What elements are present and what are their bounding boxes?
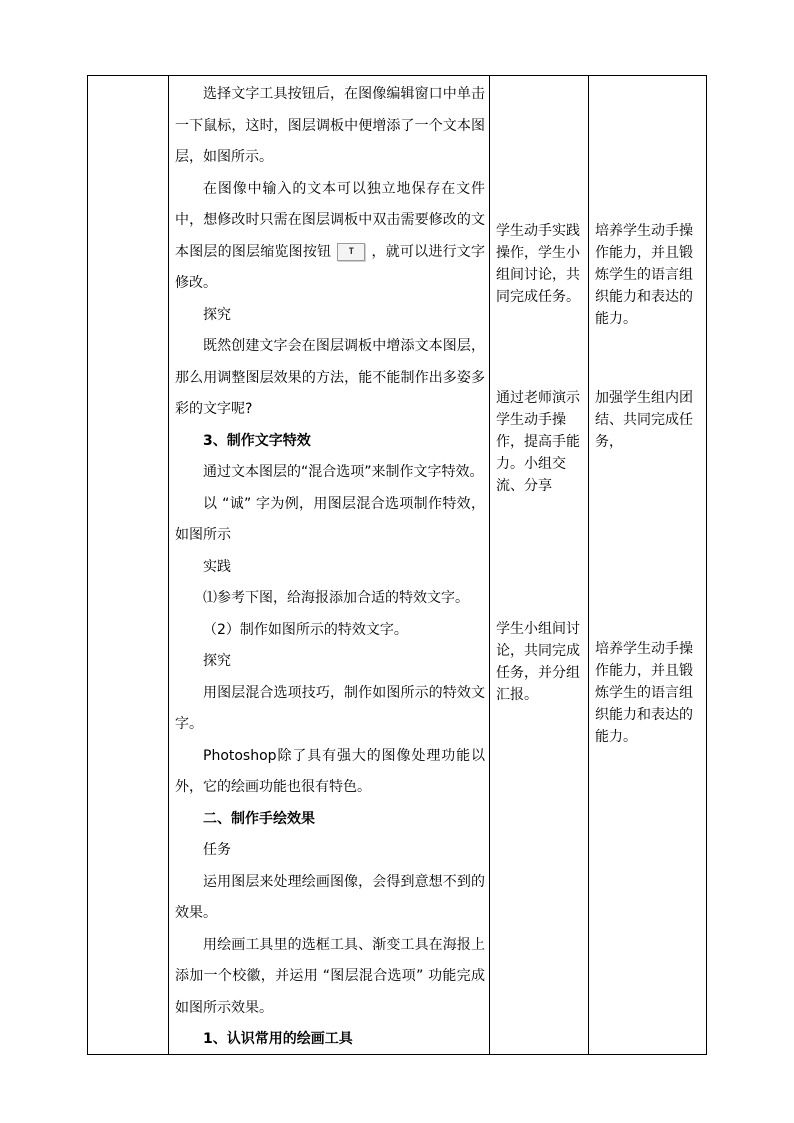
content-heading: 探究: [203, 653, 231, 669]
student-activity-text: 通过老师演示学生动手操作，提高手能力。小组交流、分享: [496, 390, 580, 494]
content-paragraph: （2）制作如图所示的特效文字。: [203, 621, 408, 638]
content-paragraph: 用绘画工具里的选框工具、渐变工具在海报上添加一个校徽，并运用 “图层混合选项” 功能完成如图所示效果。: [175, 936, 485, 1016]
content-paragraph: 运用图层来处理绘画图像，会得到意想不到的效果。: [175, 873, 485, 921]
content-paragraph: [175, 174, 485, 300]
content-paragraph: 以 “诚” 字为例，用图层混合选项制作特效，如图所示: [175, 495, 485, 543]
design-intent-text: 培养学生动手操作能力，并且锻炼学生的语言组织能力和表达的能力。: [595, 223, 693, 327]
student-activity-text: 学生动手实践操作，学生小组间讨论，共同完成任务。: [496, 223, 580, 305]
lesson-table: [87, 75, 707, 1055]
content-heading: 探究: [203, 306, 231, 323]
content-heading: 任务: [203, 842, 231, 858]
content-paragraph: Photoshop除了具有强大的图像处理功能以外，它的绘画功能也很有特色。: [175, 747, 485, 795]
section-heading: 1、认识常用的绘画工具: [203, 1031, 353, 1047]
content-paragraph: ⑴参考下图，给海报添加合适的特效文字。: [203, 590, 469, 606]
design-intent-text: 培养学生动手操作能力，并且锻炼学生的语言组织能力和表达的能力。: [595, 641, 693, 745]
content-heading: 实践: [203, 558, 231, 575]
content-text: ，就可以进行文字修改。: [175, 243, 486, 291]
content-paragraph: 通过文本图层的“混合选项”来制作文字特效。: [203, 464, 484, 480]
student-activity-text: 学生小组间讨论，共同完成任务，并分组汇报。: [496, 621, 580, 703]
content-paragraph: 选择文字工具按钮后，在图像编辑窗口中单击一下鼠标，这时，图层调板中便增添了一个文本图层，如图所示。: [175, 86, 485, 165]
section-heading: 3、制作文字特效: [203, 432, 311, 449]
design-intent-text: 加强学生组内团结、共同完成任务，: [595, 390, 693, 450]
layer-thumbnail-button-icon: [337, 243, 365, 261]
section-heading: 二、制作手绘效果: [203, 810, 315, 827]
content-text: 在图像中输入的文本可以独立地保存在文件中，想修改时只需在图层调板中双击需要修改的文本图层的图层缩览图按钮: [175, 180, 485, 260]
text-layer-glyph: T: [348, 246, 355, 257]
column-divider: [489, 76, 490, 1054]
column-divider: [168, 76, 169, 1054]
teaching-content-cell: [175, 79, 485, 1056]
column-divider: [588, 76, 589, 1054]
content-paragraph: 用图层混合选项技巧，制作如图所示的特效文字。: [175, 684, 485, 732]
content-paragraph: 既然创建文字会在图层调板中增添文本图层，那么用调整图层效果的方法，能不能制作出多姿多彩的文字呢?: [175, 338, 485, 417]
